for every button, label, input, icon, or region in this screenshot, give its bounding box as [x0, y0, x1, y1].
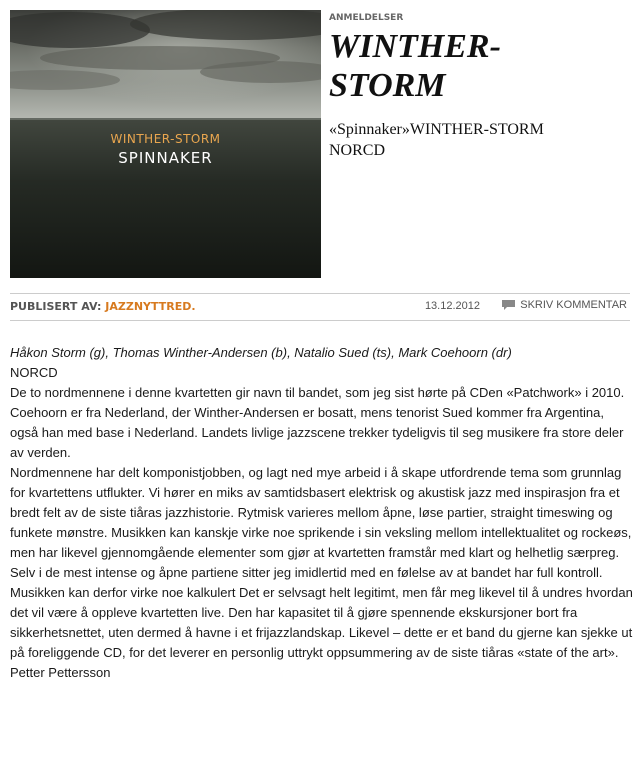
release-label: NORCD: [329, 142, 386, 159]
article-title-line-1: WINTHER-: [329, 28, 501, 65]
published-by-label: PUBLISERT AV:: [10, 300, 102, 313]
body-paragraph-1: De to nordmennene i denne kvartetten gir navn til bandet, som jeg sist hørte på CDen «Patchwork» i 2010. Coehoorn er fra Nederland, der Winther-Andersen er bosatt, mens tenorist Sued kommer fra Argentina, også han med base i Nederland. Landets livlige jazzscene trekker tydeligvis til seg musikere fra store deler av verden.: [10, 385, 625, 460]
cover-artist-text: WINTHER-STORM: [110, 132, 221, 146]
published-by: [10, 300, 196, 313]
cover-album-text: SPINNAKER: [118, 149, 213, 167]
category-link[interactable]: ANMELDELSER: [329, 13, 404, 23]
article-title-line-2: STORM: [329, 67, 446, 104]
author-link[interactable]: JAZZNYTTRED.: [105, 300, 196, 313]
article-body: [10, 343, 635, 683]
write-comment-label[interactable]: SKRIV KOMMENTAR: [520, 299, 627, 311]
post-meta-bar: [10, 293, 630, 321]
release-title: «Spinnaker»WINTHER-STORM: [329, 121, 544, 138]
post-date: 13.12.2012: [424, 300, 480, 312]
write-comment-link[interactable]: [502, 299, 627, 311]
personnel-line: Håkon Storm (g), Thomas Winther-Andersen (b), Natalio Sued (ts), Mark Coehoorn (dr): [10, 345, 512, 360]
comment-bubble-icon: [502, 300, 515, 311]
body-paragraph-2: Nordmennene har delt komponistjobben, og lagt ned mye arbeid i å skape utfordrende tema som grunnlag for kvartettens utflukter. Vi hører en miks av samtidsbasert elektrisk og akustisk jazz med inspirasjon fra et bredt felt av de siste tiåras jazzhistorie. Rytmisk varieres mellom åpne, løse partier, straight timeswing og funkete mønstre. Musikken kan kanskje virke noe sprikende i sin veksling mellom intellektualitet og rockeøs, men har likevel gjennomgående elementer som gjør at kvartetten framstår med klart og helhetlig særpreg. Selv i de mest intense og åpne partiene sitter jeg imidlertid med en følelse av at bandet har full kontroll. Musikken kan derfor virke noe kalkulert Det er selvsagt helt legitimt, men får meg likevel til å undres hvordan det vil være å oppleve kvartetten live. Den har kapasitet til å gjøre spennende ekskursjoner bort fra sikkerhetsnettet, uten dermed å havne i et frijazzlandskap. Likevel – dette er et band du gjerne kan sjekke ut på foreliggende CD, for det leverer en personlig uttrykt oppsummering av de siste tiåras «state of the art».: [10, 465, 633, 660]
article-title: [329, 27, 629, 105]
release-info: [329, 119, 629, 161]
reviewer-signature: Petter Pettersson: [10, 665, 111, 680]
album-cover: [10, 10, 321, 278]
record-label-line: NORCD: [10, 365, 58, 380]
